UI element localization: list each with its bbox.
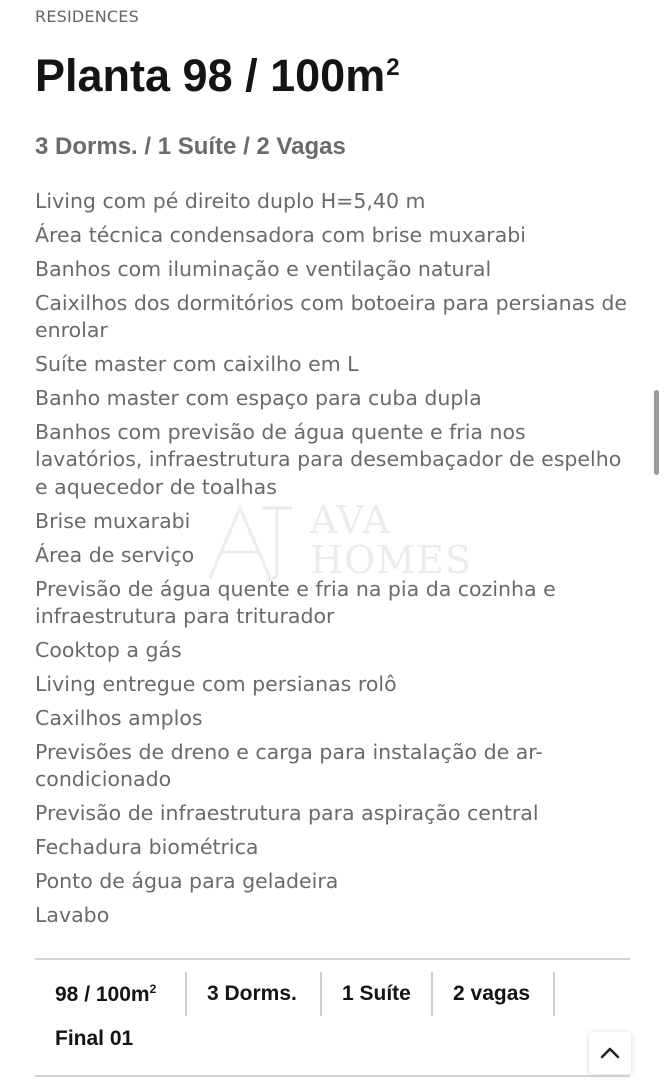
feature-item: Suíte master com caixilho em L (35, 352, 359, 377)
specs-divider-bottom (35, 1075, 630, 1077)
spec-area (55, 982, 156, 1007)
feature-item: Banhos com previsão de água quente e fria nos lavatórios, infraestrutura para desembaçador de espelho e aquecedor de toalhas (35, 420, 622, 499)
feature-item: Brise muxarabi (35, 508, 191, 533)
page-title-superscript: 2 (386, 54, 400, 81)
spec-suites: 1 Suíte (342, 982, 411, 1005)
feature-item: Living entregue com persianas rolô (35, 671, 397, 696)
section-eyebrow: RESIDENCES (35, 7, 139, 26)
scroll-to-top-button[interactable] (589, 1032, 631, 1074)
specs-divider-top (35, 958, 630, 960)
page-title-text: Planta 98 / 100m (35, 50, 386, 101)
feature-item: Fechadura biométrica (35, 835, 259, 860)
feature-item: Previsões de dreno e carga para instalação de ar-condicionado (35, 739, 543, 792)
feature-item: Caxilhos amplos (35, 705, 203, 730)
scrollbar-thumb[interactable] (654, 390, 659, 475)
feature-item: Cooktop a gás (35, 637, 182, 662)
feature-item: Banhos com iluminação e ventilação natural (35, 257, 492, 281)
spec-area-text: 98 / 100m (55, 983, 150, 1006)
feature-item: Lavabo (35, 903, 110, 928)
spec-separator (185, 972, 187, 1016)
page-subtitle: 3 Dorms. / 1 Suíte / 2 Vagas (35, 133, 346, 160)
page-title (35, 50, 400, 102)
spec-separator (553, 972, 555, 1016)
feature-item: Banho master com espaço para cuba dupla (35, 386, 482, 411)
chevron-up-icon (600, 1046, 620, 1060)
feature-item: Previsão de infraestrutura para aspiração central (35, 801, 539, 826)
feature-item: Caixilhos dos dormitórios com botoeira para persianas de enrolar (35, 291, 628, 343)
feature-item: Living com pé direito duplo H=5,40 m (35, 189, 426, 213)
feature-item: Ponto de água para geladeira (35, 869, 339, 894)
spec-area-superscript: 2 (149, 982, 157, 996)
feature-item: Área de serviço (35, 542, 195, 567)
spec-final: Final 01 (55, 1027, 134, 1050)
features-list (35, 188, 635, 936)
spec-parking: 2 vagas (453, 982, 531, 1005)
feature-item: Previsão de água quente e fria na pia da cozinha e infraestrutura para triturador (35, 576, 556, 628)
spec-separator (320, 972, 322, 1016)
spec-dorms: 3 Dorms. (207, 982, 297, 1005)
spec-separator (431, 972, 433, 1016)
watermark-line-1: AVA (310, 498, 391, 542)
feature-item: Área técnica condensadora com brise muxarabi (35, 223, 526, 247)
watermark-line-2: HOMES (310, 538, 472, 582)
